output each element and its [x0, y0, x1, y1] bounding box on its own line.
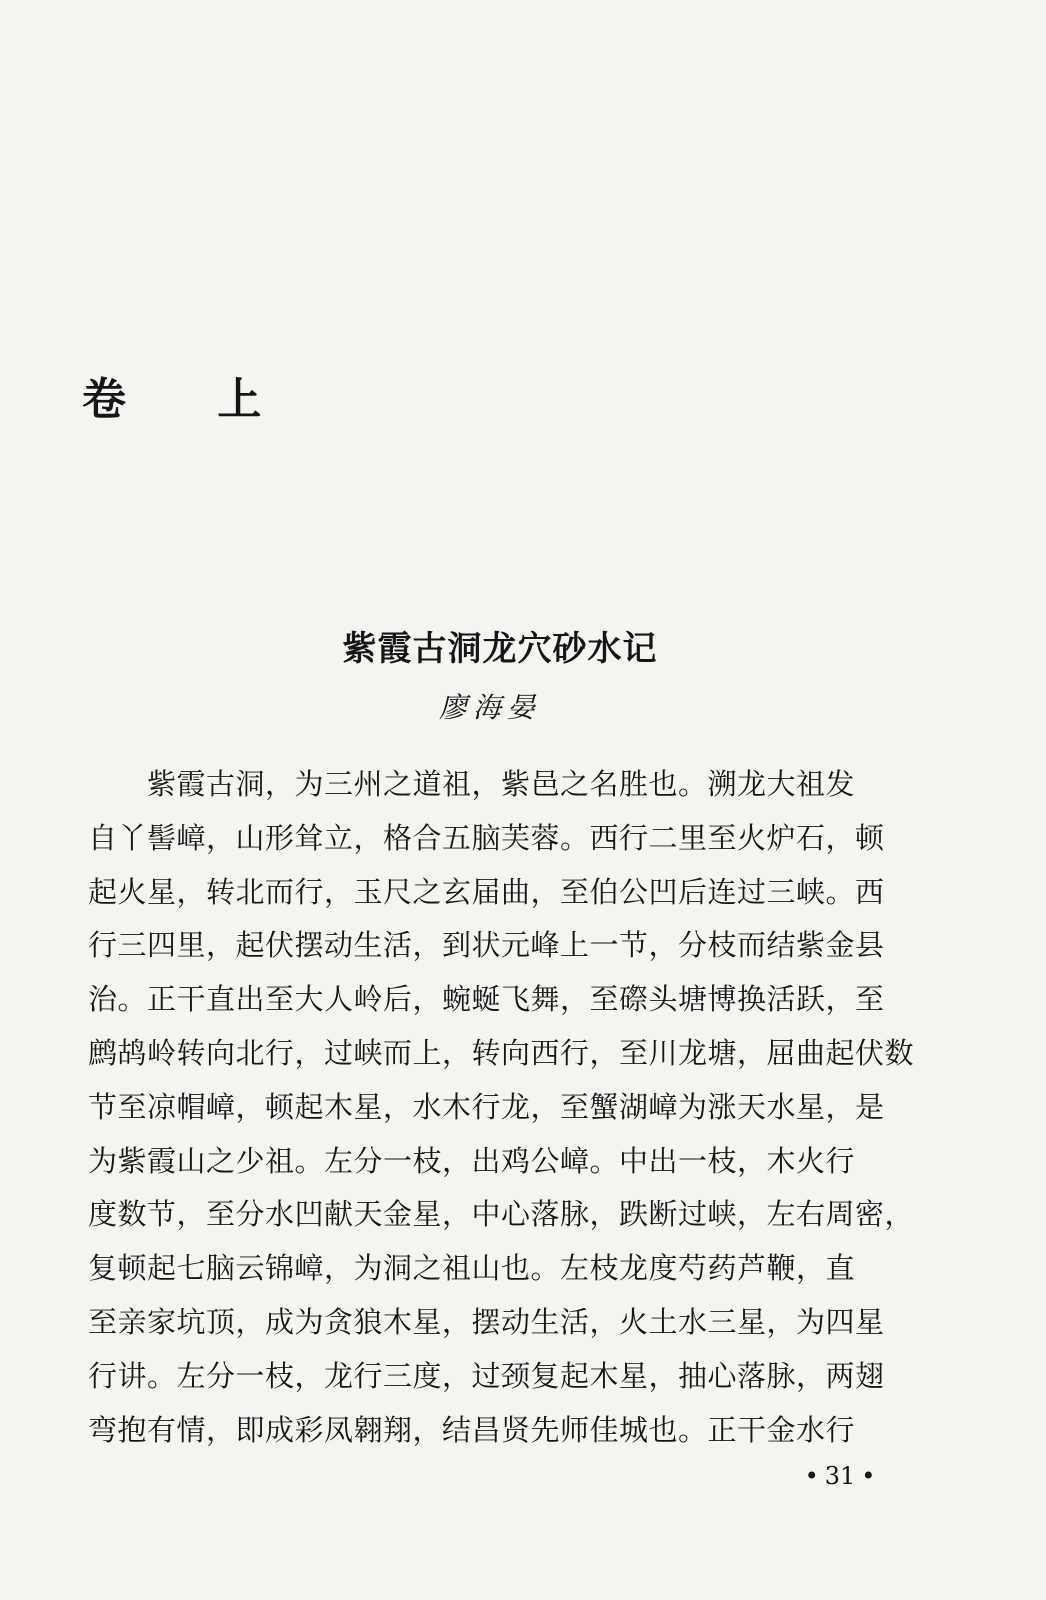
- body-line: 行三四里，起伏摆动生活，到状元峰上一节，分枝而结紫金县: [88, 928, 885, 963]
- body-line: 至亲家坑顶，成为贪狼木星，摆动生活，火土水三星，为四星: [88, 1304, 885, 1339]
- body-line: 为紫霞山之少祖。左分一枝，出鸡公嶂。中出一枝，木火行: [88, 1143, 856, 1178]
- body-line: 弯抱有情，即成彩凤翱翔，结昌贤先师佳城也。正干金水行: [88, 1412, 856, 1447]
- article-author: 廖海晏: [438, 691, 541, 724]
- body-line: 起火星，转北而行，玉尺之玄届曲，至伯公凹后连过三峡。西: [88, 874, 885, 909]
- article-title: 紫霞古洞龙穴砂水记: [342, 629, 658, 669]
- page-number-value: 31: [824, 1462, 856, 1490]
- page-number-dot-left: •: [804, 1462, 819, 1490]
- body-line: 行讲。左分一枝，龙行三度，过颈复起木星，抽心落脉，两翅: [88, 1358, 885, 1393]
- page-number-dot-right: •: [861, 1462, 876, 1490]
- body-line: 鹧鸪岭转向北行，过峡而上，转向西行，至川龙塘，屈曲起伏数: [88, 1035, 915, 1070]
- body-line: 度数节，至分水凹献天金星，中心落脉，跌断过峡，左右周密，: [88, 1197, 915, 1232]
- body-line: 紫霞古洞，为三州之道祖，紫邑之名胜也。溯龙大祖发: [88, 767, 856, 801]
- body-line: 复顿起七脑云锦嶂，为洞之祖山也。左枝龙度芍药芦鞭，直: [88, 1251, 856, 1286]
- body-line: 治。正干直出至大人岭后，蜿蜒飞舞，至磜头塘博换活跃，至: [88, 982, 885, 1017]
- page-number: [780, 1460, 900, 1492]
- volume-title: 卷 上: [82, 374, 300, 425]
- body-line: 节至凉帽嶂，顿起木星，水木行龙，至蟹湖嶂为涨天水星，是: [88, 1089, 885, 1124]
- article-body: [88, 758, 915, 1457]
- body-line: 自丫髻嶂，山形耸立，格合五脑芙蓉。西行二里至火炉石，顿: [88, 820, 885, 855]
